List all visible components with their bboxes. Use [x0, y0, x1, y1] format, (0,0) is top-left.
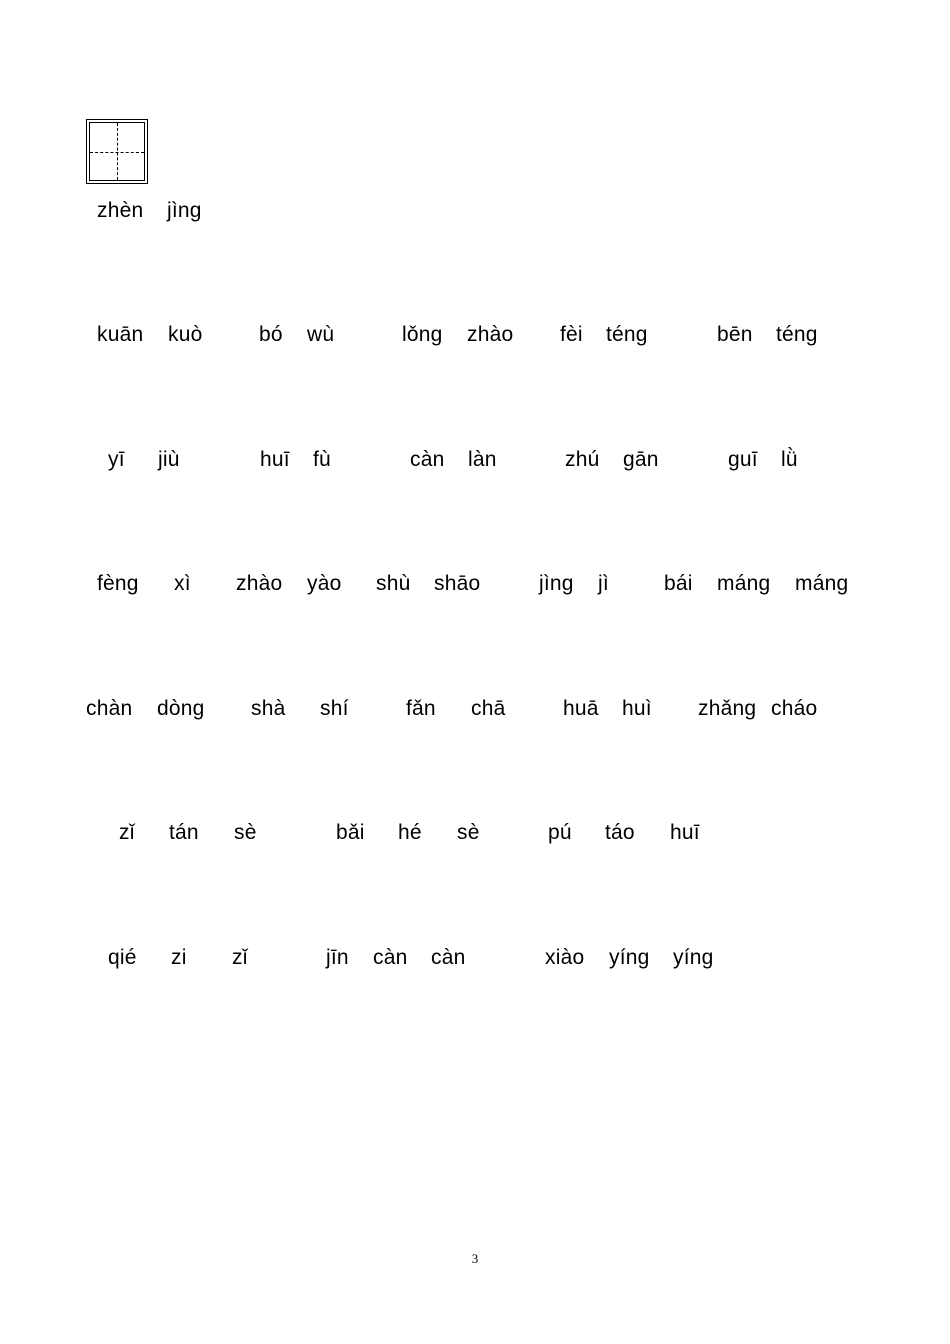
pinyin-syllable: jīn	[326, 946, 349, 969]
pinyin-syllable: wù	[307, 323, 335, 346]
pinyin-syllable: shù	[376, 572, 411, 595]
pinyin-syllable: zhú	[565, 448, 600, 471]
pinyin-syllable: yī	[108, 448, 125, 471]
pinyin-syllable: lǒng	[402, 323, 443, 346]
pinyin-syllable: fèng	[97, 572, 139, 595]
pinyin-syllable: téng	[606, 323, 648, 346]
writing-grid-horizontal-guide	[90, 152, 144, 153]
pinyin-syllable: kuò	[168, 323, 203, 346]
pinyin-syllable: máng	[717, 572, 771, 595]
pinyin-syllable: kuān	[97, 323, 144, 346]
pinyin-syllable: bēn	[717, 323, 753, 346]
pinyin-syllable: gān	[623, 448, 659, 471]
pinyin-syllable: tán	[169, 821, 199, 844]
pinyin-syllable: zhào	[467, 323, 514, 346]
pinyin-syllable: chā	[471, 697, 506, 720]
pinyin-syllable: zǐ	[232, 946, 248, 969]
pinyin-syllable: guī	[728, 448, 758, 471]
pinyin-syllable: yào	[307, 572, 342, 595]
pinyin-syllable: shí	[320, 697, 349, 720]
pinyin-syllable: máng	[795, 572, 849, 595]
pinyin-syllable: táo	[605, 821, 635, 844]
character-writing-grid	[86, 119, 148, 184]
pinyin-syllable: yíng	[673, 946, 714, 969]
pinyin-syllable: càn	[431, 946, 466, 969]
pinyin-syllable: càn	[410, 448, 445, 471]
pinyin-syllable: càn	[373, 946, 408, 969]
pinyin-syllable: bó	[259, 323, 283, 346]
pinyin-syllable: bǎi	[336, 821, 365, 844]
pinyin-syllable: dòng	[157, 697, 205, 720]
pinyin-syllable: téng	[776, 323, 818, 346]
pinyin-syllable: pú	[548, 821, 572, 844]
pinyin-syllable: zhǎng	[698, 697, 757, 720]
pinyin-syllable: fǎn	[406, 697, 436, 720]
pinyin-syllable: bái	[664, 572, 693, 595]
writing-grid-inner-border	[89, 122, 145, 181]
pinyin-syllable: zǐ	[119, 821, 135, 844]
pinyin-syllable: cháo	[771, 697, 818, 720]
page-number: 3	[471, 1251, 479, 1266]
pinyin-syllable: fù	[313, 448, 331, 471]
pinyin-syllable: qié	[108, 946, 137, 969]
pinyin-syllable: huā	[563, 697, 599, 720]
pinyin-syllable: jiù	[158, 448, 180, 471]
pinyin-syllable: chàn	[86, 697, 133, 720]
pinyin-syllable: sè	[234, 821, 257, 844]
pinyin-syllable: zhèn	[97, 199, 144, 222]
pinyin-syllable: làn	[468, 448, 497, 471]
pinyin-syllable: hé	[398, 821, 422, 844]
pinyin-syllable: xiào	[545, 946, 585, 969]
pinyin-syllable: lǜ	[781, 448, 798, 471]
pinyin-syllable: fèi	[560, 323, 583, 346]
pinyin-syllable: jìng	[539, 572, 574, 595]
pinyin-syllable: shà	[251, 697, 286, 720]
pinyin-syllable: huì	[622, 697, 652, 720]
pinyin-syllable: huī	[670, 821, 700, 844]
pinyin-syllable: jì	[598, 572, 609, 595]
pinyin-syllable: yíng	[609, 946, 650, 969]
pinyin-syllable: huī	[260, 448, 290, 471]
pinyin-syllable: jìng	[167, 199, 202, 222]
pinyin-syllable: sè	[457, 821, 480, 844]
pinyin-syllable: xì	[174, 572, 191, 595]
pinyin-syllable: zi	[171, 946, 187, 969]
pinyin-syllable: zhào	[236, 572, 283, 595]
pinyin-syllable: shāo	[434, 572, 481, 595]
